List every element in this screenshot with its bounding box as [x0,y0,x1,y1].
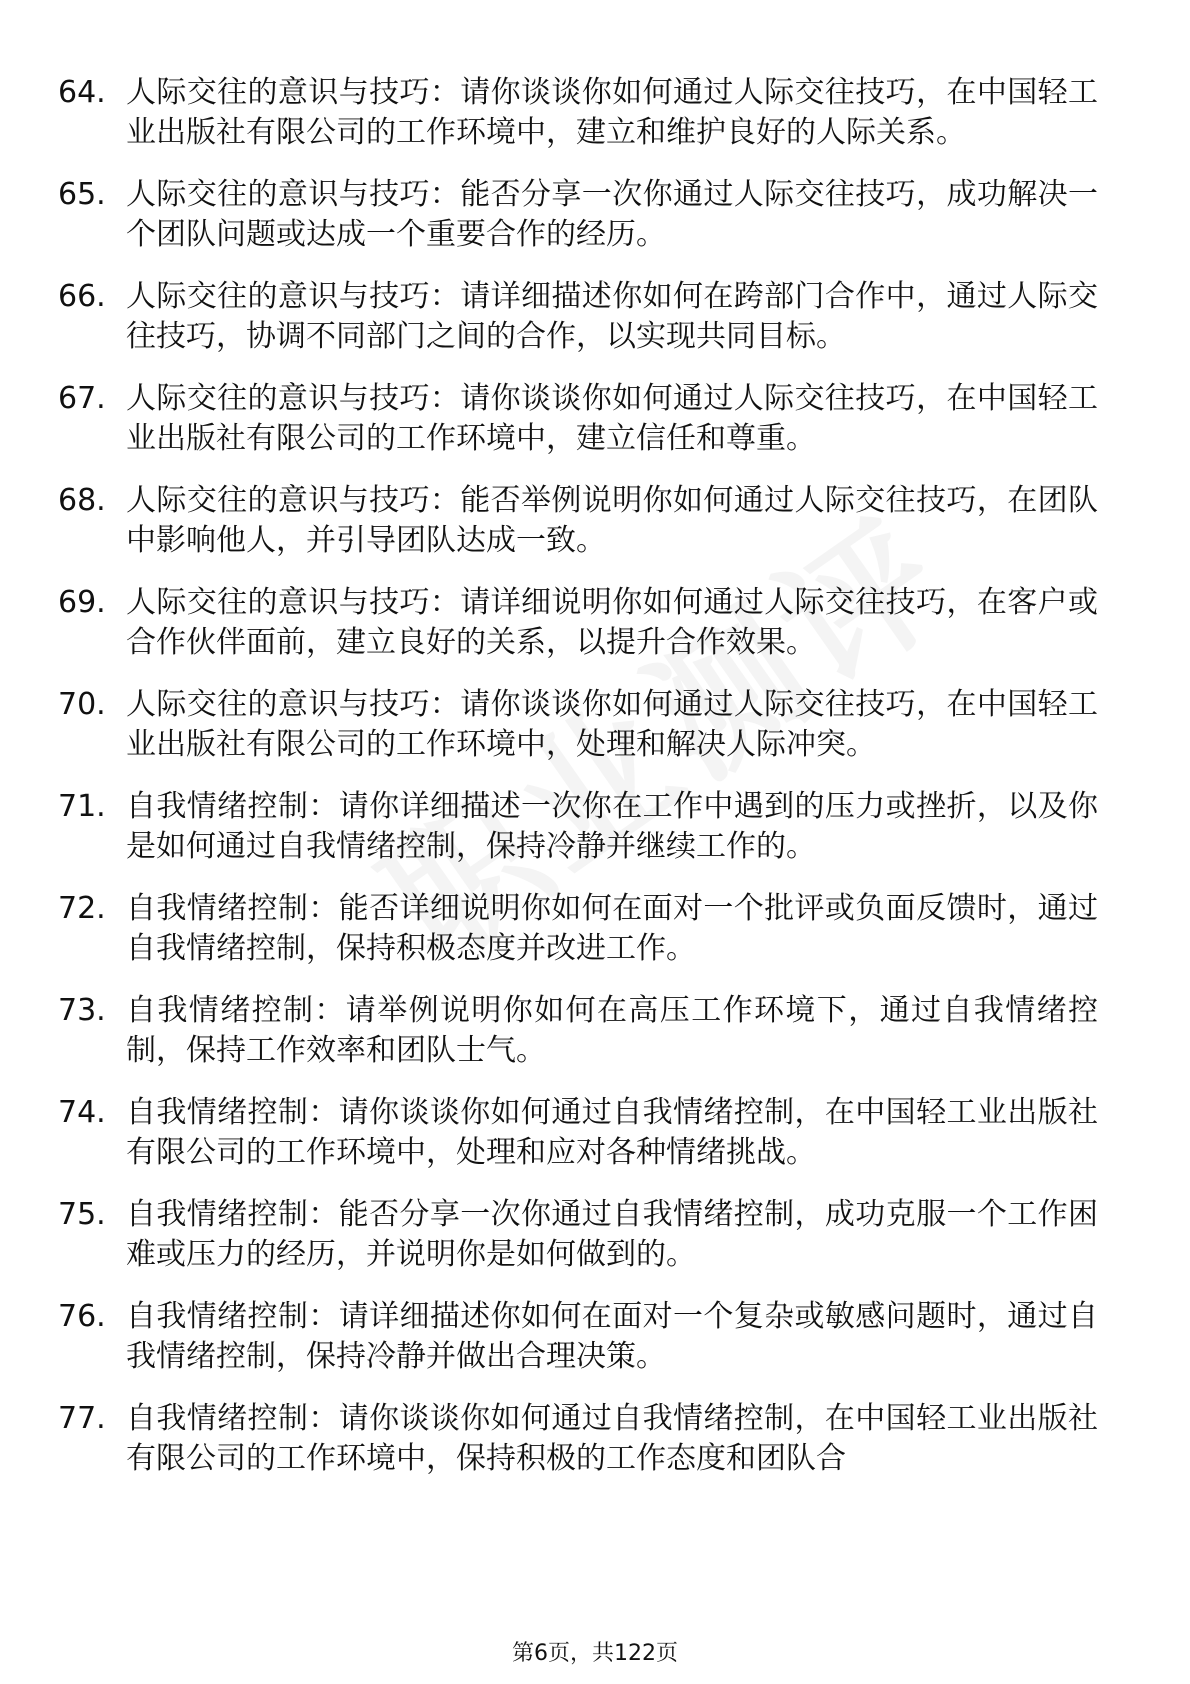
question-item [58,481,1098,561]
question-item [58,1093,1098,1173]
question-text: 自我情绪控制：能否详细说明你如何在面对一个批评或负面反馈时，通过自我情绪控制，保持积极态度并改进工作。 [126,891,1098,966]
question-number: 69. [58,585,106,620]
question-text: 自我情绪控制：能否分享一次你通过自我情绪控制，成功克服一个工作困难或压力的经历，并说明你是如何做到的。 [126,1197,1098,1272]
question-text: 人际交往的意识与技巧：能否分享一次你通过人际交往技巧，成功解决一个团队问题或达成一个重要合作的经历。 [126,177,1098,252]
question-number: 67. [58,381,106,416]
question-number: 71. [58,789,106,824]
question-number: 70. [58,687,106,722]
question-text: 自我情绪控制：请你详细描述一次你在工作中遇到的压力或挫折，以及你是如何通过自我情绪控制，保持冷静并继续工作的。 [126,789,1098,864]
question-text: 人际交往的意识与技巧：请你谈谈你如何通过人际交往技巧，在中国轻工业出版社有限公司的工作环境中，建立信任和尊重。 [126,381,1098,456]
question-item [58,889,1098,969]
question-item [58,1297,1098,1377]
question-text: 自我情绪控制：请你谈谈你如何通过自我情绪控制，在中国轻工业出版社有限公司的工作环境中，保持积极的工作态度和团队合 [126,1401,1098,1476]
question-item [58,583,1098,663]
question-text: 人际交往的意识与技巧：请你谈谈你如何通过人际交往技巧，在中国轻工业出版社有限公司的工作环境中，处理和解决人际冲突。 [126,687,1098,762]
question-text: 自我情绪控制：请你谈谈你如何通过自我情绪控制，在中国轻工业出版社有限公司的工作环境中，处理和应对各种情绪挑战。 [126,1095,1098,1170]
question-text: 自我情绪控制：请举例说明你如何在高压工作环境下，通过自我情绪控制，保持工作效率和团队士气。 [126,993,1098,1068]
question-item [58,991,1098,1071]
question-item [58,685,1098,765]
question-item [58,175,1098,255]
question-item [58,1195,1098,1275]
question-number: 75. [58,1197,106,1232]
question-text: 人际交往的意识与技巧：请你谈谈你如何通过人际交往技巧，在中国轻工业出版社有限公司的工作环境中，建立和维护良好的人际关系。 [126,75,1098,150]
question-item [58,73,1098,153]
question-item [58,277,1098,357]
question-number: 65. [58,177,106,212]
question-text: 人际交往的意识与技巧：请详细说明你如何通过人际交往技巧，在客户或合作伙伴面前，建立良好的关系，以提升合作效果。 [126,585,1098,660]
question-number: 76. [58,1299,106,1334]
question-number: 77. [58,1401,106,1436]
question-number: 74. [58,1095,106,1130]
question-item [58,787,1098,867]
page-footer: 第6页，共122页 [512,1641,678,1666]
question-list [58,73,1098,1501]
question-text: 人际交往的意识与技巧：能否举例说明你如何通过人际交往技巧，在团队中影响他人，并引导团队达成一致。 [126,483,1098,558]
question-number: 66. [58,279,106,314]
question-text: 自我情绪控制：请详细描述你如何在面对一个复杂或敏感问题时，通过自我情绪控制，保持冷静并做出合理决策。 [126,1299,1098,1374]
question-number: 68. [58,483,106,518]
question-number: 64. [58,75,106,110]
question-number: 72. [58,891,106,926]
question-item [58,1399,1098,1479]
question-item [58,379,1098,459]
question-number: 73. [58,993,106,1028]
question-text: 人际交往的意识与技巧：请详细描述你如何在跨部门合作中，通过人际交往技巧，协调不同部门之间的合作，以实现共同目标。 [126,279,1098,354]
